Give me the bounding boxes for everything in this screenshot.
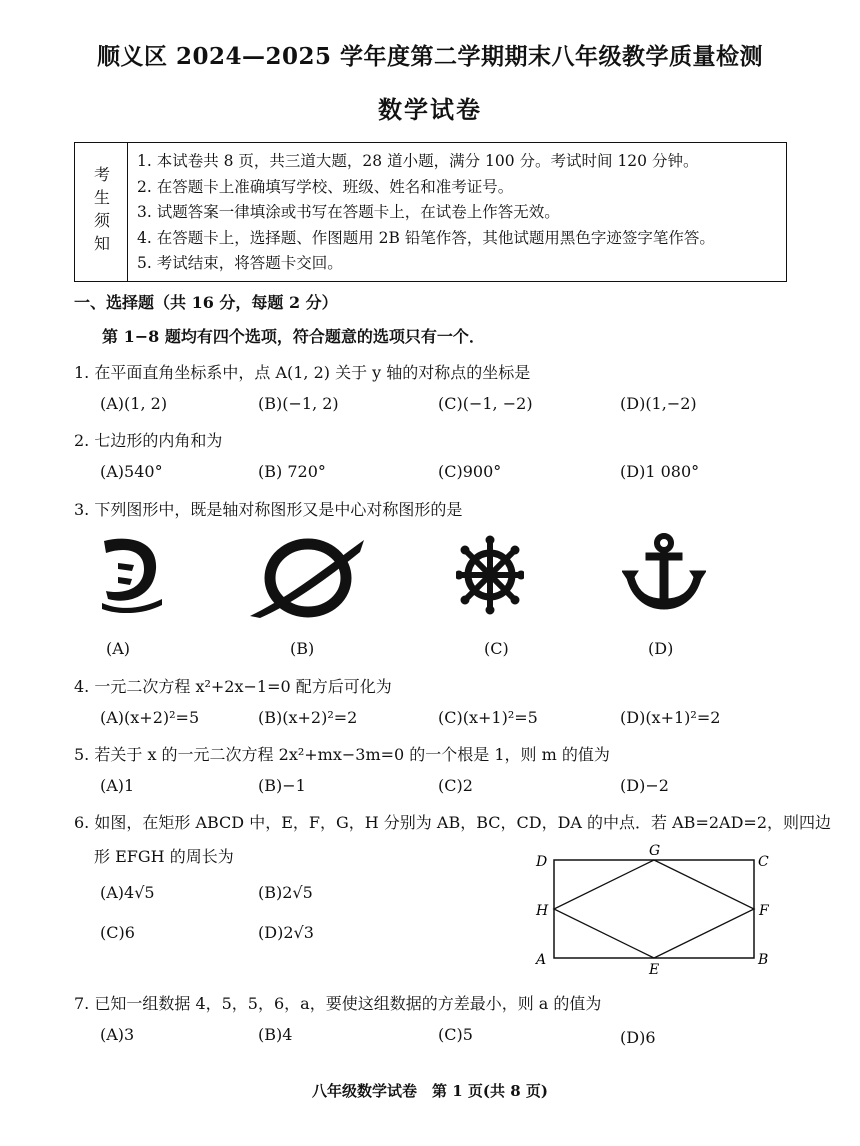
option-c: (C)2 — [438, 776, 473, 795]
question-2: 2. 七边形的内角和为 — [74, 431, 223, 450]
option-c: (C)(x+1)²=5 — [438, 708, 538, 727]
candidate-notice-box — [74, 142, 787, 282]
label-h: H — [536, 903, 549, 919]
figure-a-label: (A) — [106, 639, 131, 658]
option-b: (B)(x+2)²=2 — [258, 708, 358, 727]
question-1: 1. 在平面直角坐标系中，点 A(1, 2) 关于 y 轴的对称点的坐标是 — [74, 363, 531, 382]
option-a: (A)540° — [100, 462, 163, 481]
exam-title: 顺义区 2024—2025 学年度第二学期期末八年级教学质量检测 — [96, 43, 764, 70]
notice-items — [137, 149, 715, 277]
option-b: (B) 720° — [258, 462, 326, 481]
notice-item: 5. 考试结束，将答题卡交回。 — [137, 254, 343, 272]
rectangle-efgh-figure — [530, 840, 776, 976]
option-c: (C)6 — [100, 923, 135, 942]
notice-label-cell — [75, 143, 128, 281]
option-d: (D)(x+1)²=2 — [620, 708, 721, 727]
section-heading: 一、选择题（共 16 分，每题 2 分） — [74, 293, 338, 312]
question-4: 4. 一元二次方程 x²+2x−1=0 配方后可化为 — [74, 677, 392, 696]
figure-d-label: (D) — [648, 639, 674, 658]
figure-b-label: (B) — [290, 639, 315, 658]
option-c: (C)900° — [438, 462, 502, 481]
label-d: D — [536, 854, 548, 870]
figure-c-label: (C) — [484, 639, 509, 658]
option-b: (B)4 — [258, 1025, 293, 1044]
option-c: (C)(−1, −2) — [438, 394, 533, 413]
option-d: (D)−2 — [620, 776, 669, 795]
question-7: 7. 已知一组数据 4，5，5，6，a，要使这组数据的方差最小，则 a 的值为 — [74, 994, 602, 1013]
label-b: B — [758, 952, 769, 968]
label-e: E — [649, 962, 660, 976]
label-g: G — [649, 843, 661, 859]
question-6-line-1: 6. 如图，在矩形 ABCD 中，E，F，G，H 分别为 AB，BC，CD，DA 的中点．若 AB=2AD=2，则四边 — [74, 813, 831, 832]
notice-item: 4. 在答题卡上，选择题、作图题用 2B 铅笔作答，其他试题用黑色字迹签字笔作答。 — [137, 228, 715, 247]
notice-label: 考生须知 — [91, 166, 111, 258]
option-a: (A)(1, 2) — [100, 394, 168, 413]
notice-item: 1. 本试卷共 8 页，共三道大题，28 道小题，满分 100 分。考试时间 120 分钟。 — [137, 152, 699, 170]
option-d: (D)1 080° — [620, 462, 700, 481]
option-a: (A)1 — [100, 776, 135, 795]
label-f: F — [759, 903, 769, 919]
question-6-line-2: 形 EFGH 的周长为 — [94, 847, 234, 866]
notice-item: 3. 试题答案一律填涂或书写在答题卡上，在试卷上作答无效。 — [137, 203, 560, 221]
option-c: (C)5 — [438, 1025, 473, 1044]
figure-a-swirl-icon — [96, 533, 166, 613]
section-instruction: 第 1−8 题均有四个选项，符合题意的选项只有一个． — [102, 327, 485, 346]
option-d: (D)(1,−2) — [620, 394, 697, 413]
question-3: 3. 下列图形中，既是轴对称图形又是中心对称图形的是 — [74, 500, 463, 519]
option-a: (A)(x+2)²=5 — [100, 708, 200, 727]
option-b: (B)(−1, 2) — [258, 394, 339, 413]
option-d: (D)6 — [620, 1028, 656, 1047]
notice-item: 2. 在答题卡上准确填写学校、班级、姓名和准考证号。 — [137, 177, 514, 196]
option-b: (B)2√5 — [258, 883, 313, 902]
figure-c-wheel-icon — [456, 535, 524, 615]
option-a: (A)3 — [100, 1025, 135, 1044]
question-5: 5. 若关于 x 的一元二次方程 2x²+mx−3m=0 的一个根是 1，则 m 的值为 — [74, 745, 610, 764]
option-d: (D)2√3 — [258, 923, 314, 942]
figure-b-ring-icon — [248, 538, 366, 618]
exam-subtitle: 数学试卷 — [378, 95, 482, 124]
page-footer: 八年级数学试卷 第 1 页(共 8 页) — [312, 1082, 548, 1100]
option-a: (A)4√5 — [100, 883, 155, 902]
figure-d-anchor-icon — [622, 533, 706, 613]
option-b: (B)−1 — [258, 776, 306, 795]
label-a: A — [536, 952, 547, 968]
label-c: C — [758, 854, 769, 870]
